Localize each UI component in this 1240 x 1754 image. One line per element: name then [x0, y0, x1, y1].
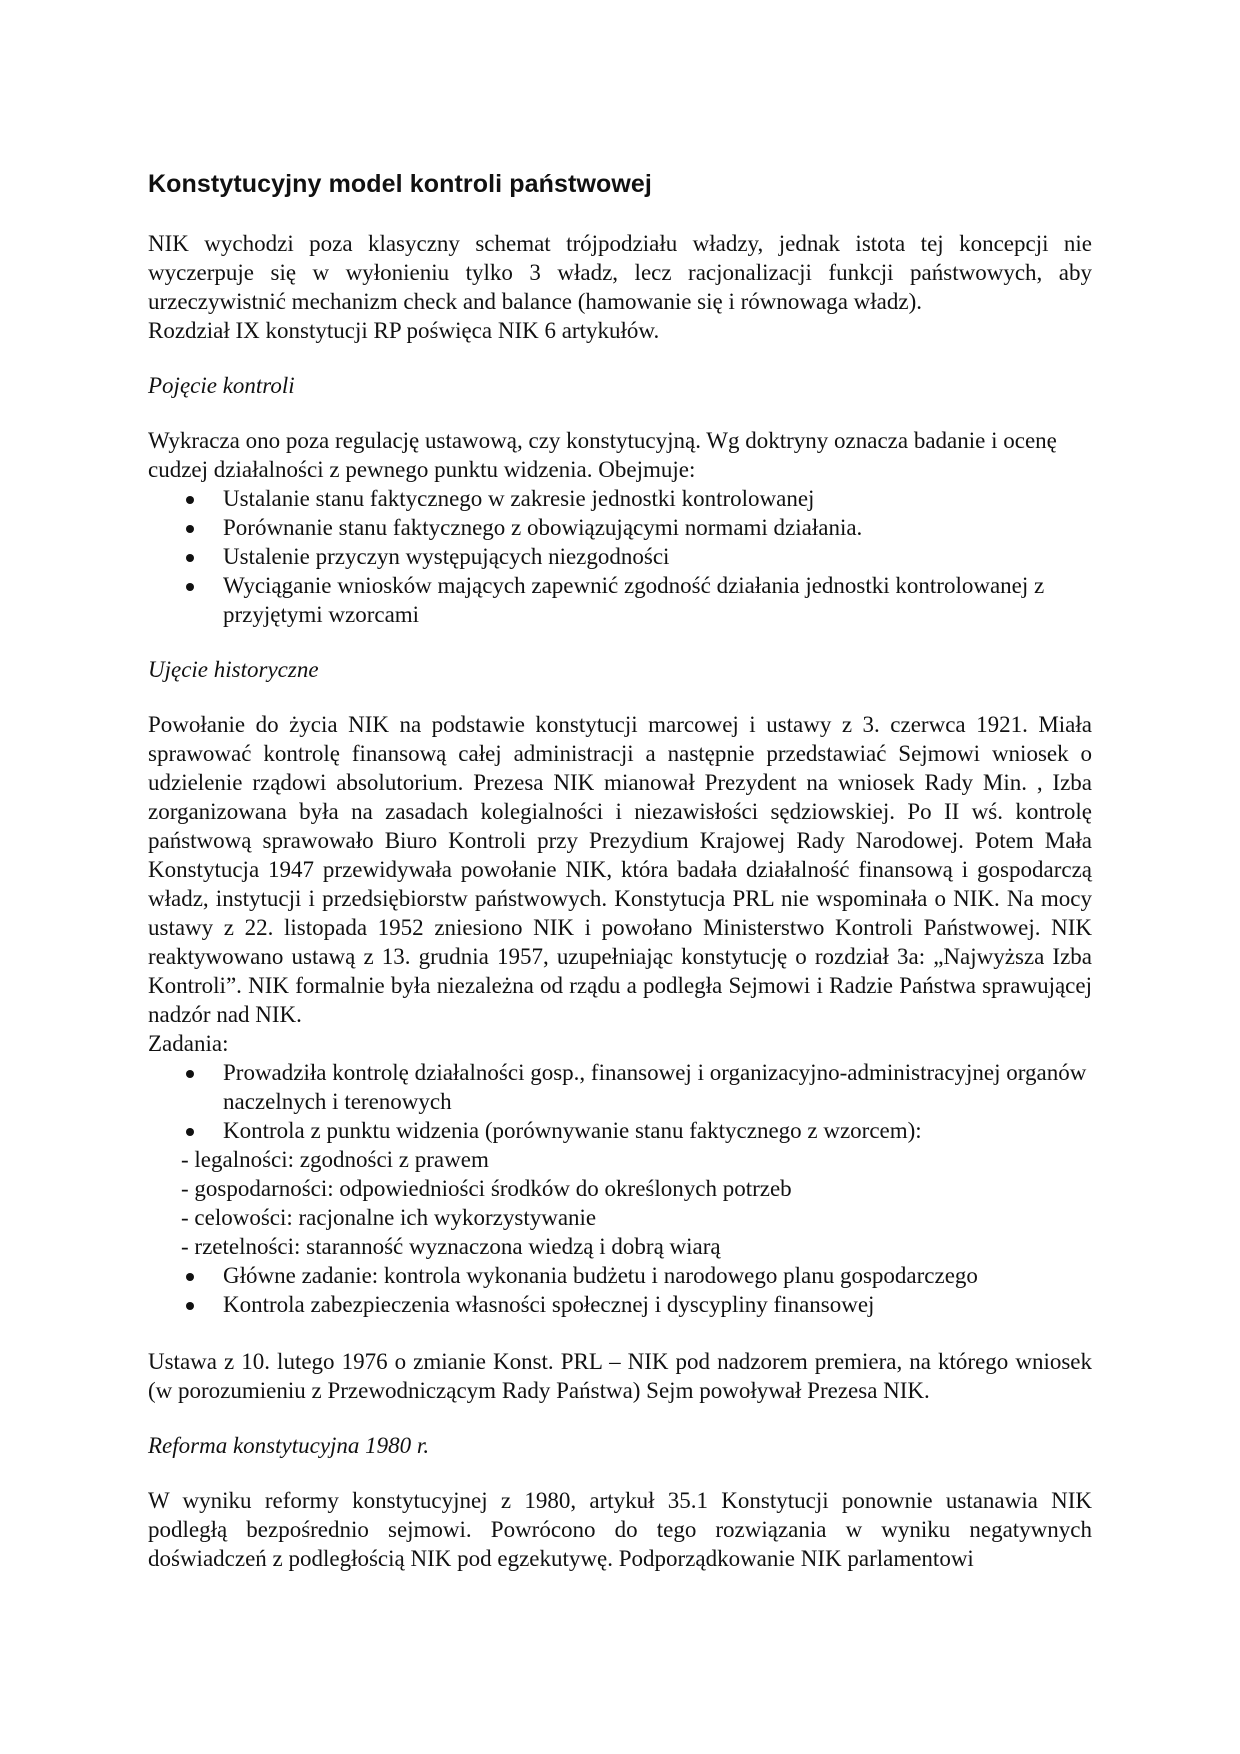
list-item: Ustalenie przyczyn występujących niezgodności — [148, 542, 1092, 571]
reforma-paragraph: W wyniku reformy konstytucyjnej z 1980, artykuł 35.1 Konstytucji ponownie ustanawia NIK podległą bezpośrednio sejmowi. Powrócono do tego rozwiązania w wyniku negatywnych doświadczeń z podległością NIK pod egzekutywę. Podporządkowanie NIK parlamentowi — [148, 1488, 1092, 1571]
zadania-bullet-list — [148, 1058, 1092, 1145]
intro-paragraph-2: Rozdział IX konstytucji RP poświęca NIK 6 artykułów. — [148, 318, 660, 343]
bullet-icon — [186, 554, 194, 562]
dash-item: - celowości: racjonalne ich wykorzystywanie — [181, 1205, 597, 1230]
bullet-icon — [186, 1273, 194, 1281]
document-page — [148, 170, 1092, 1573]
dash-item: - rzetelności: staranność wyznaczona wiedzą i dobrą wiarą — [181, 1234, 721, 1259]
document-title: Konstytucyjny model kontroli państwowej — [148, 170, 652, 198]
list-item: Kontrola zabezpieczenia własności społecznej i dyscypliny finansowej — [148, 1290, 1092, 1319]
zadania-label: Zadania: — [148, 1031, 229, 1056]
dash-item: - legalności: zgodności z prawem — [181, 1147, 489, 1172]
intro-paragraph: NIK wychodzi poza klasyczny schemat trójpodziału władzy, jednak istota tej koncepcji nie wyczerpuje się w wyłonieniu tylko 3 władz, lecz racjonalizacji funkcji państwowych, aby urzeczywistnić mechanizm check and balance (hamowanie się i równowaga władz). — [148, 231, 1092, 314]
list-item: Prowadziła kontrolę działalności gosp., finansowej i organizacyjno-administracyjnej organów naczelnych i terenowych — [148, 1058, 1092, 1116]
ustawa-paragraph: Ustawa z 10. lutego 1976 o zmianie Konst. PRL – NIK pod nadzorem premiera, na którego wniosek (w porozumieniu z Przewodniczącym Rady Państwa) Sejm powoływał Prezesa NIK. — [148, 1349, 1092, 1403]
section-heading-reforma: Reforma konstytucyjna 1980 r. — [148, 1433, 430, 1458]
historyczne-paragraph: Powołanie do życia NIK na podstawie konstytucji marcowej i ustawy z 3. czerwca 1921. Miała sprawować kontrolę finansową całej administracji a następnie przedstawiać Sejmowi wniosek o udzielenie rządowi absolutorium. Prezesa NIK mianował Prezydent na wniosek Rady Min. , Izba zorganizowana była na zasadach kolegialności i niezawisłości sędziowskiej. Po II wś. kontrolę państwową sprawowało Biuro Kontroli przy Prezydium Krajowej Rady Narodowej. Potem Mała Konstytucja 1947 przewidywała powołanie NIK, która badała działalność finansową i gospodarczą władz, instytucji i przedsiębiorstw państwowych. Konstytucja PRL nie wspominała o NIK. Na mocy ustawy z 22. listopada 1952 zniesiono NIK i powołano Ministerstwo Kontroli Państwowej. NIK reaktywowano ustawą z 13. grudnia 1957, uzupełniając konstytucję o rozdział 3a: „Najwyższa Izba Kontroli”. NIK formalnie była niezależna od rządu a podległa Sejmowi i Radzie Państwa sprawującej nadzór nad NIK. — [148, 712, 1092, 1027]
bullet-icon — [186, 1128, 194, 1136]
bullet-icon — [186, 583, 194, 591]
pojecie-bullet-list — [148, 484, 1092, 629]
list-item: Ustalanie stanu faktycznego w zakresie jednostki kontrolowanej — [148, 484, 1092, 513]
list-item: Główne zadanie: kontrola wykonania budżetu i narodowego planu gospodarczego — [148, 1261, 1092, 1290]
section-heading-pojecie: Pojęcie kontroli — [148, 373, 295, 398]
bullet-icon — [186, 1302, 194, 1310]
section-heading-historyczne: Ujęcie historyczne — [148, 657, 319, 682]
list-item: Porównanie stanu faktycznego z obowiązującymi normami działania. — [148, 513, 1092, 542]
list-item: Kontrola z punktu widzenia (porównywanie stanu faktycznego z wzorcem): — [148, 1116, 1092, 1145]
bullet-icon — [186, 1070, 194, 1078]
list-item: Wyciąganie wniosków mających zapewnić zgodność działania jednostki kontrolowanej z przyjętymi wzorcami — [148, 571, 1092, 629]
zadania-bullet-list-2 — [148, 1261, 1092, 1319]
dash-item: - gospodarności: odpowiedniości środków do określonych potrzeb — [181, 1176, 792, 1201]
bullet-icon — [186, 496, 194, 504]
pojecie-paragraph: Wykracza ono poza regulację ustawową, czy konstytucyjną. Wg doktryny oznacza badanie i ocenę cudzej działalności z pewnego punktu widzenia. Obejmuje: — [148, 428, 1057, 482]
bullet-icon — [186, 525, 194, 533]
